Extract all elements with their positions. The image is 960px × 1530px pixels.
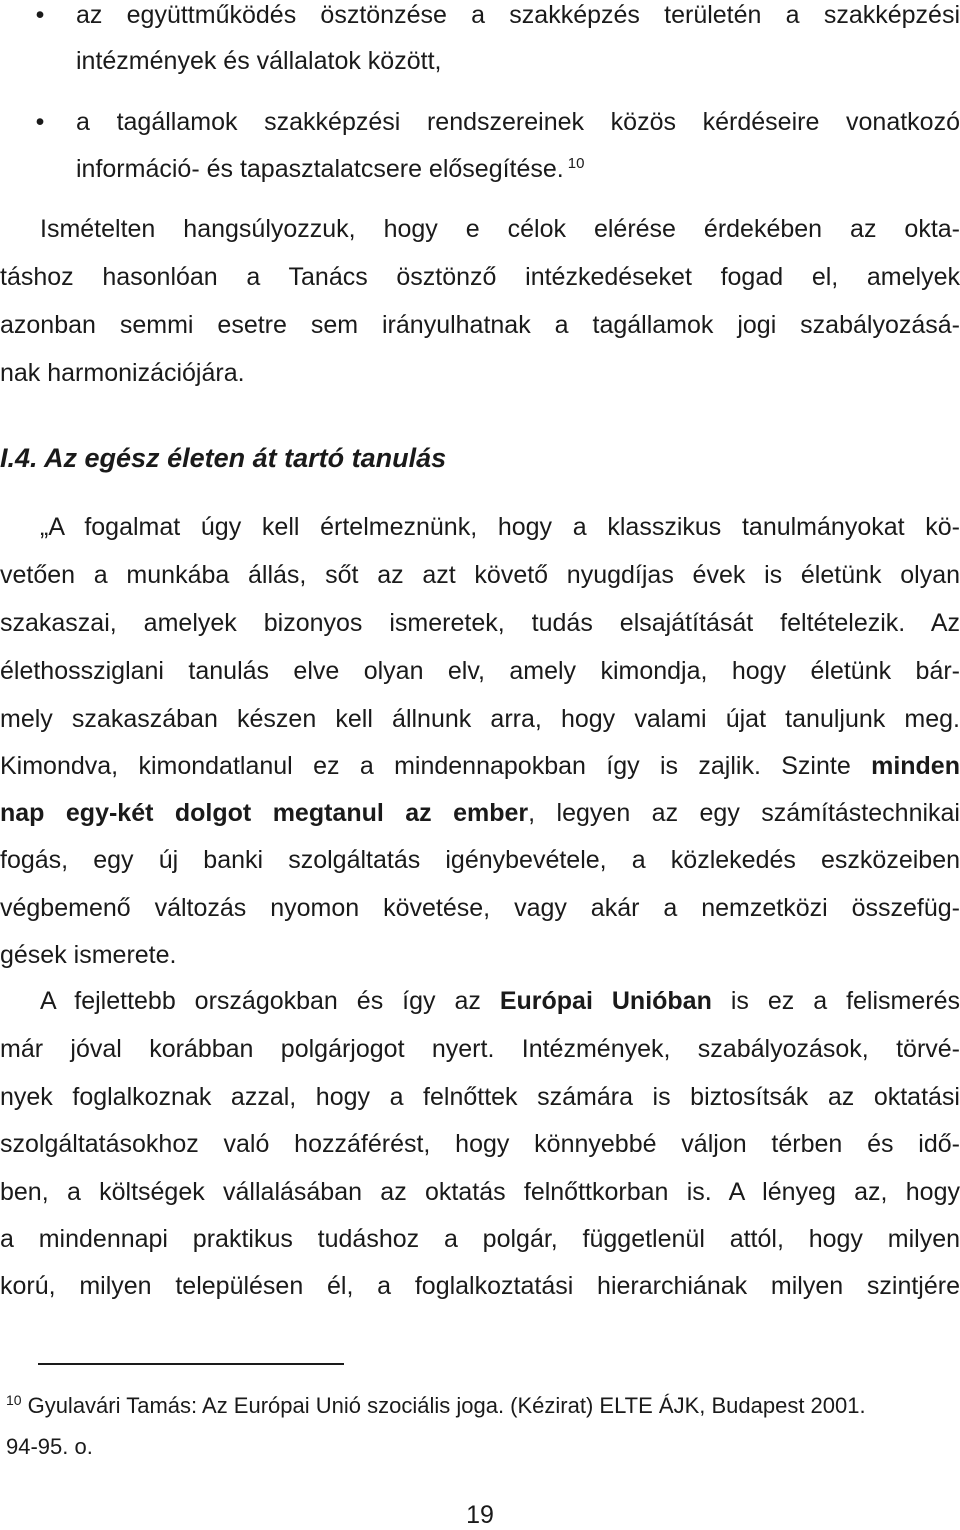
para3-line-1-text: A fejlettebb országokban és így az: [40, 987, 481, 1015]
para1-line-2: táshoz hasonlóan a Tanács ösztönző intézkedéseket fogad el, amelyek: [0, 263, 960, 291]
footnote-number: 10: [6, 1391, 22, 1408]
para1-line-1: Ismételten hangsúlyozzuk, hogy e célok elérése érdekében az okta-: [40, 215, 960, 243]
para1-line-3: azonban semmi esetre sem irányulhatnak a tagállamok jogi szabályozásá-: [0, 311, 960, 339]
para3-line-1: [40, 986, 960, 1016]
para2-line-6: [0, 751, 960, 781]
para3-line-6: a mindennapi praktikus tudáshoz a polgár, függetlenül attól, hogy milyen: [0, 1225, 960, 1253]
page-number: 19: [466, 1501, 494, 1529]
para2-line-5: mely szakaszában készen kell állnunk arra, hogy valami újat tanuljunk meg.: [0, 705, 960, 733]
para3-line-2: már jóval korábban polgárjogot nyert. Intézmények, szabályozások, törvé-: [0, 1035, 960, 1063]
footnote-line-2: 94-95. o.: [6, 1434, 93, 1459]
para2-line-2: vetően a munkába állás, sőt az azt követő nyugdíjas évek is életünk olyan: [0, 561, 960, 589]
para2-line-1: „A fogalmat úgy kell értelmeznünk, hogy a klasszikus tanulmányokat kö-: [40, 513, 960, 541]
para3-line-4: szolgáltatásokhoz való hozzáférést, hogy könnyebbé váljon térben és idő-: [0, 1130, 960, 1158]
para3-line-5: ben, a költségek vállalásában az oktatás felnőttkorban is. A lényeg az, hogy: [0, 1178, 960, 1206]
footnote-line-1: Gyulavári Tamás: Az Európai Unió szociális joga. (Kézirat) ELTE ÁJK, Budapest 2001.: [27, 1393, 866, 1418]
para2-line-6-text: Kimondva, kimondatlanul ez a mindennapokban így is zajlik. Szinte: [0, 752, 851, 780]
bullet-2-line-2: [76, 154, 960, 184]
emphasis-bold: nap egy-két dolgot megtanul az ember: [0, 799, 529, 827]
para2-line-9: végbemenő változás nyomon követése, vagy akár a nemzetközi összefüg-: [0, 894, 960, 922]
para2-line-8: fogás, egy új banki szolgáltatás igénybevétele, a közlekedés eszközeiben: [0, 846, 960, 874]
para3-line-7: korú, milyen településen él, a foglalkoztatási hierarchiának milyen szintjére: [0, 1272, 960, 1300]
para2-line-3: szakaszai, amelyek bizonyos ismeretek, tudás elsajátítását feltételezik. Az: [0, 609, 960, 637]
bullet-icon: •: [35, 108, 45, 136]
para2-line-10: gések ismerete.: [0, 941, 177, 969]
bullet-2-line-2-text: információ- és tapasztalatcsere elősegítése.: [76, 155, 564, 183]
bullet-1-line-1: az együttműködés ösztönzése a szakképzés területén a szakképzési: [76, 1, 960, 29]
section-heading: I.4. Az egész életen át tartó tanulás: [0, 443, 447, 473]
bullet-1-line-2: intézmények és vállalatok között,: [76, 47, 442, 75]
footnote-separator: [38, 1363, 344, 1365]
para1-line-4: nak harmonizációjára.: [0, 359, 245, 387]
bullet-icon: •: [35, 1, 45, 29]
footnote: [6, 1391, 960, 1421]
bullet-2-line-1: a tagállamok szakképzési rendszereinek közös kérdéseire vonatkozó: [76, 108, 960, 136]
para3-line-1-tail: is ez a felismerés: [730, 987, 960, 1015]
para2-line-7-text: , legyen az egy számítástechnikai: [528, 799, 960, 827]
emphasis-bold: Európai Unióban: [499, 987, 712, 1015]
para2-line-7: [0, 798, 960, 828]
emphasis-bold: minden: [871, 752, 960, 780]
footnote-reference: 10: [567, 154, 585, 172]
para3-line-3: nyek foglalkoznak azzal, hogy a felnőttek számára is biztosítsák az oktatási: [0, 1083, 960, 1111]
para2-line-4: élethossziglani tanulás elve olyan elv, amely kimondja, hogy életünk bár-: [0, 657, 960, 685]
